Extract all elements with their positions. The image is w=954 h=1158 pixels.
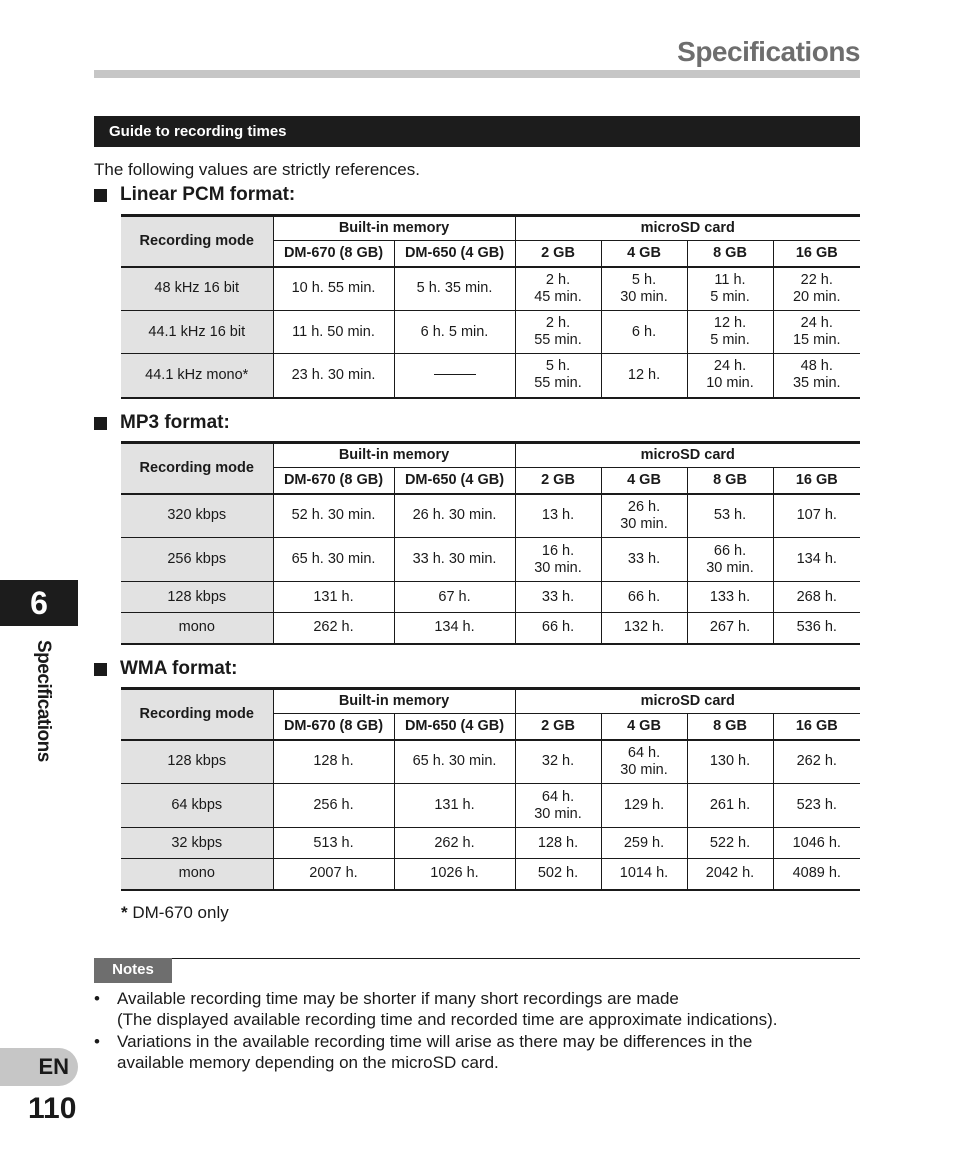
header-16gb: 16 GB (773, 714, 860, 740)
recording-time-cell: 12 h. 5 min. (687, 311, 773, 354)
recording-time-cell: 67 h. (394, 582, 515, 613)
section-banner: Guide to recording times (94, 116, 860, 147)
header-builtin-memory: Built-in memory (273, 689, 515, 714)
recording-time-cell: 128 h. (273, 740, 394, 784)
table-row (121, 740, 860, 784)
recording-time-cell: 12 h. (601, 354, 687, 398)
header-microsd-card: microSD card (515, 689, 860, 714)
recording-time-cell: 64 h. 30 min. (601, 740, 687, 784)
recording-time-table-wma (121, 687, 860, 891)
recording-time-cell: 53 h. (687, 494, 773, 538)
recording-time-cell: 1014 h. (601, 859, 687, 890)
header-2gb: 2 GB (515, 714, 601, 740)
page-number: 110 (28, 1092, 77, 1125)
recording-time-cell: 134 h. (394, 613, 515, 644)
recording-time-cell: 134 h. (773, 538, 860, 582)
chapter-side-label-text: Specifications (33, 640, 54, 762)
recording-time-cell: 5 h. 35 min. (394, 267, 515, 311)
recording-time-cell: 2007 h. (273, 859, 394, 890)
title-rule (94, 70, 860, 78)
table-row (121, 267, 860, 311)
recording-time-cell: 262 h. (394, 828, 515, 859)
header-dm670: DM-670 (8 GB) (273, 714, 394, 740)
recording-time-cell: 33 h. (601, 538, 687, 582)
recording-time-cell: 66 h. (601, 582, 687, 613)
recording-time-cell: 65 h. 30 min. (273, 538, 394, 582)
header-dm650: DM-650 (4 GB) (394, 714, 515, 740)
recording-time-cell: 4089 h. (773, 859, 860, 890)
table-row (121, 354, 860, 398)
recording-time-cell: 262 h. (273, 613, 394, 644)
note-text: Available recording time may be shorter if many short recordings are made (The displayed available recording time and recorded time are approximate indications). (117, 989, 778, 1029)
chapter-tab: 6 (0, 580, 78, 626)
table-row (121, 538, 860, 582)
recording-time-cell: 2 h. 45 min. (515, 267, 601, 311)
header-4gb: 4 GB (601, 241, 687, 267)
bullet-icon: • (94, 1032, 100, 1051)
recording-time-cell: 268 h. (773, 582, 860, 613)
header-dm650: DM-650 (4 GB) (394, 241, 515, 267)
note-text: Variations in the available recording time will arise as there may be differences in the available memory depending on the microSD card. (117, 1032, 753, 1072)
recording-time-cell: 52 h. 30 min. (273, 494, 394, 538)
recording-time-cell: 23 h. 30 min. (273, 354, 394, 398)
notes-label: Notes (94, 958, 172, 983)
recording-time-cell: 513 h. (273, 828, 394, 859)
recording-time-cell: 10 h. 55 min. (273, 267, 394, 311)
recording-time-cell: 6 h. 5 min. (394, 311, 515, 354)
table-row (121, 311, 860, 354)
recording-time-cell: 256 h. (273, 784, 394, 828)
header-8gb: 8 GB (687, 468, 773, 494)
square-bullet-icon (94, 189, 107, 202)
recording-time-cell: 536 h. (773, 613, 860, 644)
recording-time-cell: 262 h. (773, 740, 860, 784)
recording-time-cell: 128 h. (515, 828, 601, 859)
header-microsd-card: microSD card (515, 216, 860, 241)
recording-time-cell: 259 h. (601, 828, 687, 859)
section-title: Linear PCM format: (120, 184, 296, 205)
recording-mode-cell: 64 kbps (121, 784, 273, 828)
header-2gb: 2 GB (515, 468, 601, 494)
chapter-side-label (32, 640, 56, 762)
recording-time-cell: 32 h. (515, 740, 601, 784)
recording-mode-cell: 320 kbps (121, 494, 273, 538)
recording-mode-cell: 48 kHz 16 bit (121, 267, 273, 311)
recording-time-cell: 131 h. (273, 582, 394, 613)
header-2gb: 2 GB (515, 241, 601, 267)
table-row (121, 613, 860, 644)
recording-time-cell: 523 h. (773, 784, 860, 828)
recording-time-cell (394, 354, 515, 398)
header-recording-mode: Recording mode (121, 689, 273, 740)
header-8gb: 8 GB (687, 241, 773, 267)
recording-time-cell: 132 h. (601, 613, 687, 644)
recording-mode-cell: 44.1 kHz mono* (121, 354, 273, 398)
recording-time-cell: 66 h. (515, 613, 601, 644)
header-16gb: 16 GB (773, 468, 860, 494)
header-4gb: 4 GB (601, 714, 687, 740)
recording-time-cell: 261 h. (687, 784, 773, 828)
header-16gb: 16 GB (773, 241, 860, 267)
footnote-text: DM-670 only (132, 903, 229, 922)
recording-time-cell: 522 h. (687, 828, 773, 859)
recording-time-cell: 65 h. 30 min. (394, 740, 515, 784)
recording-time-cell: 24 h. 10 min. (687, 354, 773, 398)
language-tab: EN (0, 1048, 78, 1086)
not-applicable-dash (434, 374, 476, 375)
recording-mode-cell: 128 kbps (121, 740, 273, 784)
recording-time-cell: 133 h. (687, 582, 773, 613)
recording-time-cell: 6 h. (601, 311, 687, 354)
recording-mode-cell: mono (121, 859, 273, 890)
header-4gb: 4 GB (601, 468, 687, 494)
recording-time-cell: 2 h. 55 min. (515, 311, 601, 354)
square-bullet-icon (94, 417, 107, 430)
bullet-icon: • (94, 989, 100, 1008)
recording-time-cell: 5 h. 30 min. (601, 267, 687, 311)
recording-time-cell: 26 h. 30 min. (601, 494, 687, 538)
recording-time-cell: 5 h. 55 min. (515, 354, 601, 398)
recording-time-cell: 22 h. 20 min. (773, 267, 860, 311)
table-row (121, 784, 860, 828)
section-heading-pcm (94, 184, 295, 206)
recording-time-cell: 502 h. (515, 859, 601, 890)
table-row (121, 494, 860, 538)
header-builtin-memory: Built-in memory (273, 216, 515, 241)
recording-time-cell: 26 h. 30 min. (394, 494, 515, 538)
recording-time-table-pcm (121, 214, 860, 399)
recording-time-cell: 64 h. 30 min. (515, 784, 601, 828)
section-title: WMA format: (120, 658, 238, 679)
header-dm670: DM-670 (8 GB) (273, 241, 394, 267)
notes-divider (94, 958, 860, 959)
recording-time-cell: 131 h. (394, 784, 515, 828)
recording-time-cell: 1026 h. (394, 859, 515, 890)
header-recording-mode: Recording mode (121, 443, 273, 494)
recording-time-cell: 11 h. 5 min. (687, 267, 773, 311)
recording-time-cell: 13 h. (515, 494, 601, 538)
header-microsd-card: microSD card (515, 443, 860, 468)
recording-mode-cell: mono (121, 613, 273, 644)
header-builtin-memory: Built-in memory (273, 443, 515, 468)
header-recording-mode: Recording mode (121, 216, 273, 267)
recording-mode-cell: 44.1 kHz 16 bit (121, 311, 273, 354)
section-heading-mp3 (94, 412, 230, 434)
recording-time-cell: 129 h. (601, 784, 687, 828)
header-8gb: 8 GB (687, 714, 773, 740)
recording-time-cell: 24 h. 15 min. (773, 311, 860, 354)
recording-mode-cell: 256 kbps (121, 538, 273, 582)
recording-time-cell: 48 h. 35 min. (773, 354, 860, 398)
recording-time-cell: 11 h. 50 min. (273, 311, 394, 354)
header-dm650: DM-650 (4 GB) (394, 468, 515, 494)
square-bullet-icon (94, 663, 107, 676)
recording-mode-cell: 128 kbps (121, 582, 273, 613)
recording-time-cell: 130 h. (687, 740, 773, 784)
footnote-mark: * (121, 903, 128, 922)
header-dm670: DM-670 (8 GB) (273, 468, 394, 494)
recording-time-cell: 107 h. (773, 494, 860, 538)
footnote (121, 903, 229, 923)
recording-time-table-mp3 (121, 441, 860, 645)
recording-mode-cell: 32 kbps (121, 828, 273, 859)
page-title: Specifications (677, 36, 860, 67)
recording-time-cell: 16 h. 30 min. (515, 538, 601, 582)
intro-text: The following values are strictly references. (94, 160, 420, 179)
recording-time-cell: 33 h. (515, 582, 601, 613)
table-row (121, 582, 860, 613)
recording-time-cell: 267 h. (687, 613, 773, 644)
recording-time-cell: 1046 h. (773, 828, 860, 859)
recording-time-cell: 33 h. 30 min. (394, 538, 515, 582)
recording-time-cell: 66 h. 30 min. (687, 538, 773, 582)
section-title: MP3 format: (120, 412, 230, 433)
section-heading-wma (94, 658, 238, 680)
table-row (121, 859, 860, 890)
table-row (121, 828, 860, 859)
recording-time-cell: 2042 h. (687, 859, 773, 890)
